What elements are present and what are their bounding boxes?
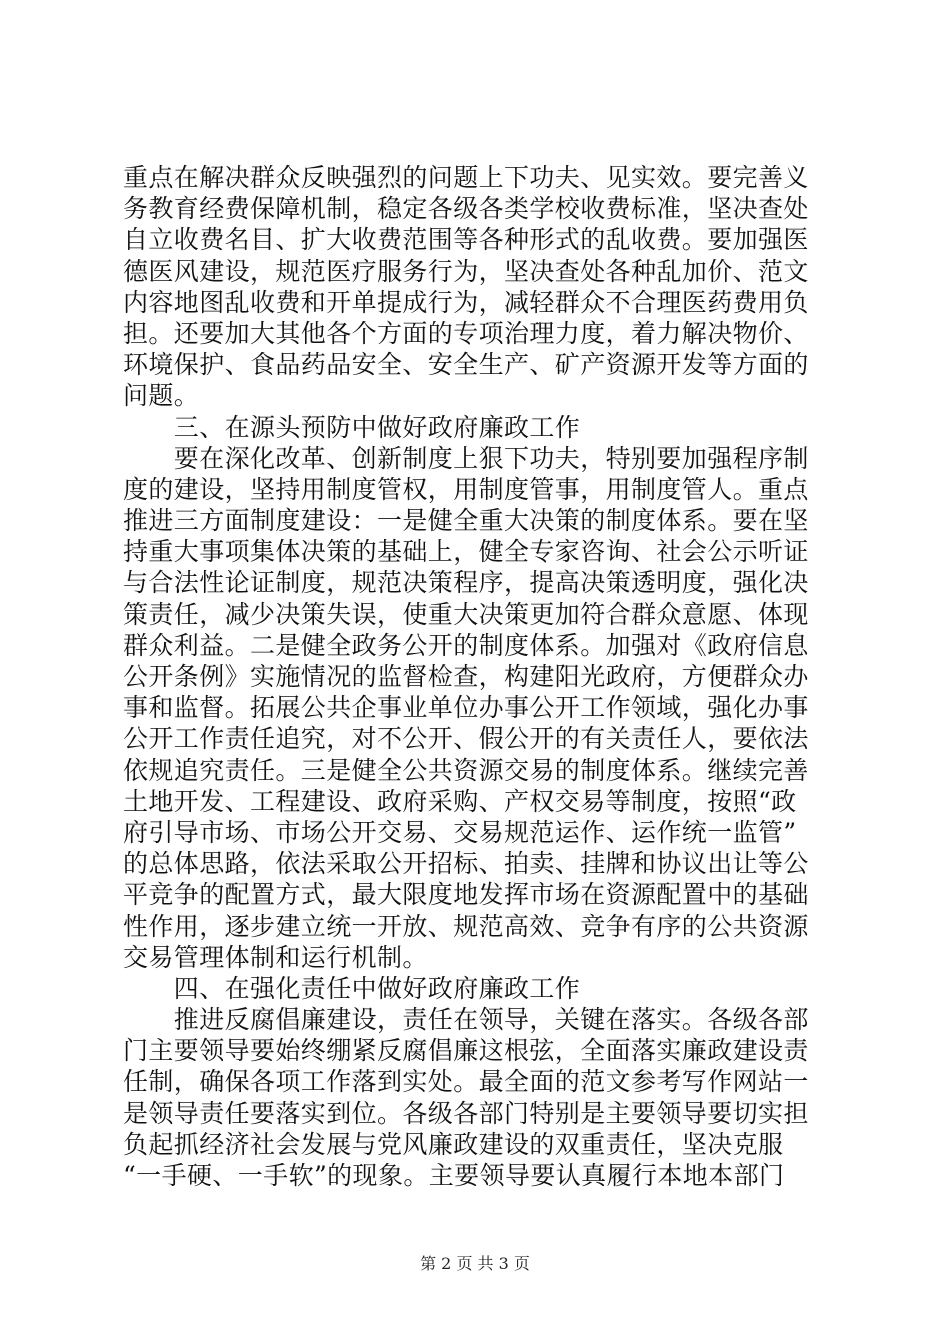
text-line: 门主要领导要始终绷紧反腐倡廉这根弦，全面落实廉政建设责	[123, 1036, 809, 1066]
text-line: 性作用，逐步建立统一开放、规范高效、竞争有序的公共资源	[123, 911, 809, 941]
text-line: 策责任，减少决策失误，使重大决策更加符合群众意愿、体现	[123, 599, 809, 629]
text-line: 推进反腐倡廉建设，责任在领导，关键在落实。各级各部	[123, 1005, 809, 1035]
text-line: 度的建设，坚持用制度管权，用制度管事，用制度管人。重点	[123, 474, 809, 504]
text-line: 任制，确保各项工作落到实处。最全面的范文参考写作网站一	[123, 1067, 809, 1097]
text-line: 公开条例》实施情况的监督检查，构建阳光政府，方便群众办	[123, 662, 809, 691]
text-line: 环境保护、食品药品安全、安全生产、矿产资源开发等方面的	[123, 350, 809, 380]
page-footer	[0, 1254, 950, 1274]
text-line: 务教育经费保障机制，稳定各级各类学校收费标准，坚决查处	[123, 194, 809, 224]
section-heading-3: 三、在源头预防中做好政府廉政工作	[123, 412, 581, 442]
section-heading-4: 四、在强化责任中做好政府廉政工作	[123, 973, 581, 1003]
text-line: 的总体思路，依法采取公开招标、拍卖、挂牌和协议出让等公	[123, 849, 809, 879]
text-line: 负起抓经济社会发展与党风廉政建设的双重责任，坚决克服	[123, 1129, 784, 1159]
text-line: 德医风建设，规范医疗服务行为，坚决查处各种乱加价、范文	[123, 256, 809, 286]
text-line: 担。还要加大其他各个方面的专项治理力度，着力解决物价、	[123, 318, 809, 348]
text-line: “一手硬、一手软”的现象。主要领导要认真履行本地本部门	[123, 1161, 785, 1190]
text-line: 持重大事项集体决策的基础上，健全专家咨询、社会公示听证	[123, 537, 809, 567]
text-line: 公开工作责任追究，对不公开、假公开的有关责任人，要依法	[123, 724, 809, 754]
text-line: 平竞争的配置方式，最大限度地发挥市场在资源配置中的基础	[123, 880, 809, 910]
text-line: 内容地图乱收费和开单提成行为，减轻群众不合理医药费用负	[123, 287, 809, 317]
text-line: 事和监督。拓展公共企事业单位办事公开工作领域，强化办事	[123, 693, 809, 723]
page-number-label: 第 2 页 共 3 页	[420, 1254, 530, 1273]
text-line: 土地开发、工程建设、政府采购、产权交易等制度，按照“政	[123, 786, 797, 816]
text-line: 依规追究责任。三是健全公共资源交易的制度体系。继续完善	[123, 755, 809, 785]
text-line: 自立收费名目、扩大收费范围等各种形式的乱收费。要加强医	[123, 225, 809, 255]
text-line: 交易管理体制和运行机制。	[123, 942, 428, 972]
text-line: 群众利益。二是健全政务公开的制度体系。加强对《政府信息	[123, 630, 809, 660]
text-line: 重点在解决群众反映强烈的问题上下功夫、见实效。要完善义	[123, 163, 809, 192]
text-line: 与合法性论证制度，规范决策程序，提高决策透明度，强化决	[123, 568, 809, 598]
text-line: 推进三方面制度建设：一是健全重大决策的制度体系。要在坚	[123, 506, 809, 536]
text-line: 问题。	[123, 381, 200, 411]
text-line: 要在深化改革、创新制度上狠下功夫，特别要加强程序制	[123, 443, 809, 473]
text-line: 是领导责任要落实到位。各级各部门特别是主要领导要切实担	[123, 1098, 809, 1128]
text-line: 府引导市场、市场公开交易、交易规范运作、运作统一监管”	[123, 817, 797, 847]
body-text	[123, 162, 843, 1191]
